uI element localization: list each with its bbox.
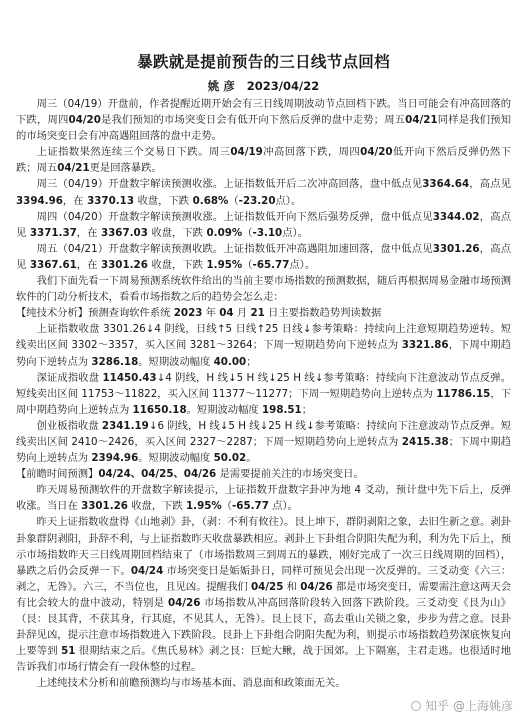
text-run: 创业板指收盘: [36, 419, 102, 432]
bold-run: 04/26: [167, 596, 201, 609]
publish-date: 2023/04/22: [246, 79, 320, 93]
paragraph: [16, 514, 511, 675]
bold-run: 2394.96: [91, 452, 139, 465]
bold-run: 3364.64: [422, 178, 470, 191]
text-run: ，下周中期趋势向下逆转点为: [16, 339, 511, 368]
text-run: 【前瞻时间预测】: [16, 468, 99, 481]
bold-run: 3370.13: [83, 194, 138, 207]
paragraph: [16, 144, 511, 176]
text-run: 上证指数果然连续三个交易日下跌。周三: [36, 146, 231, 159]
text-run: 月: [233, 307, 251, 320]
watermark-text: 知乎 @上海姚彦: [425, 699, 513, 713]
bold-run: 3344.02: [432, 210, 480, 223]
text-run: ；: [246, 355, 257, 368]
text-run: 更是回落暴跌。: [89, 162, 162, 175]
text-run: ，高点见: [16, 210, 511, 239]
bold-run: 04/21: [57, 162, 90, 175]
text-run: 。短期波动幅度: [138, 452, 214, 465]
text-run: 和: [283, 580, 301, 593]
bold-run: 40.00: [213, 355, 247, 368]
text-run: ；: [301, 403, 313, 416]
text-run: 冲高回落下跌，周四: [262, 146, 361, 159]
text-run: 昨天周易预测软件的开盘数字解读提示，上证指数开盘数字卦冲为地 4 爻动，预计盘中先下后上，反弹收涨。当日在: [16, 484, 511, 513]
text-run: 收盘，下跌: [127, 500, 186, 513]
text-run: 。短期波动幅度: [186, 403, 262, 416]
byline: [16, 78, 511, 94]
paragraph: [16, 96, 511, 144]
bold-run: 1.95%: [186, 500, 222, 513]
bold-run: 198.51: [261, 403, 302, 416]
text-run: 收盘，下跌: [151, 258, 203, 271]
text-run: 周五（04/21）开盘数字解读预测收跌。上证指数低开冲高遇阻加速回落，盘中低点见: [36, 242, 433, 255]
bold-run: 04/24: [130, 564, 164, 577]
text-run: ，在: [62, 194, 84, 207]
bold-run: 0.68%: [189, 194, 229, 207]
bold-run: 3286.18: [91, 355, 139, 368]
text-run: ↓6 阴线，H 线↓5 H 线↓25 H 线↓参考策略：持续向下注意波动节点反弹。短线卖出区间 2410～2426，买入区间 2327～2287；下周一短期趋势向上逆转点为: [16, 419, 511, 448]
bold-run: 11650.18: [132, 403, 187, 416]
text-run: 收盘，下跌: [151, 226, 203, 239]
text-run: 低开向下然后反弹仍然下跌；周五: [16, 146, 511, 175]
text-run: 。短期波动幅度: [138, 355, 214, 368]
text-run: 是需要提前关注的市场突变日。: [216, 468, 364, 481]
paragraph: [16, 241, 511, 273]
text-run: 点）。: [282, 226, 308, 239]
text-run: 。: [246, 452, 257, 465]
text-run: 是我们预知的市场突变日会有低开向下然后反弹的盘中走势；周五: [100, 114, 406, 127]
text-run: 昨天上证指数收盘得《山地剥》卦，（剥：不利有攸往）。艮上坤下，群阴剥阳之象，去旧生新之意。剥卦卦象群阴剥阳，卦辞不利，与上证指数昨天收盘暴跌相应。剥卦上下卦组合阴阳失配为利，利为先下后上，预示市场指数昨天三日线周期回档结束了（市场指数周三到周五的暴跌，刚好完成了一次三日线周期的回档），暴跌之后仍会反弹一下。: [16, 516, 511, 577]
text-run: 同样是我们预知的市场突变日会有冲高遇阻回落的盘中走势。: [16, 114, 512, 143]
paragraph: [16, 176, 511, 208]
text-run: ，高点见: [16, 242, 511, 271]
text-run: （: [242, 258, 253, 271]
paragraph: [16, 209, 511, 241]
bold-run: 3394.96: [16, 194, 63, 207]
text-run: 周三（04/19）开盘数字解读预测收涨。上证指数低开后二次冲高回落，盘中低点见: [36, 178, 423, 191]
bold-run: 50.02: [213, 452, 247, 465]
text-run: 点）。: [289, 258, 316, 271]
text-run: 年: [202, 307, 220, 320]
text-run: 我们下面先看一下周易预测系统软件给出的当前主要市场指数的预测数据，随后再根据周易金融市场预测软件的门动分析技术，看看市场指数之后的趋势会怎么走：: [16, 275, 511, 304]
bold-run: 3367.61: [26, 258, 77, 271]
bold-run: 3301.26: [97, 258, 152, 271]
text-run: 周三（04/19）开盘前，作者提醒近期开始会有三日线周期波动节点回档下跌。当日可能会有冲高回落的下跌，周四: [16, 98, 511, 127]
paragraph: [16, 418, 511, 466]
bold-run: 04/21: [405, 114, 438, 127]
bold-run: 2341.19: [101, 419, 149, 432]
text-run: 周四（04/20）开盘数字解读预测收涨。上证指数低开向下然后强势反弹，盘中低点见: [36, 210, 433, 223]
text-run: 上证指数收盘 3301.26↓4 阴线，日线↑5 日线↑25 日线↓参考策略：持续向上注意短期趋势逆转。短线卖出区间 3302～3357，买入区间 3281～3264；下周一短期趋势向下逆转点为: [16, 323, 511, 352]
text-run: 收盘，下跌: [137, 194, 190, 207]
bold-run: 3321.86: [401, 339, 449, 352]
text-run: 上述纯技术分析和前瞻预测均与市场基本面、消息面和政策面无关。: [36, 677, 346, 690]
text-run: 都是市场突变日，需要需注意这两天会有比会较大的盘中波动，特别是: [16, 580, 512, 609]
text-run: ，在: [76, 258, 98, 271]
text-run: 【纯技术分析】预测查询软件系统: [16, 307, 174, 320]
text-run: 市场指数从冲高回落阶段转入回落下跌阶段。三爻动变《艮为山》（艮：艮其背，不获其身，行其庭，不见其人，无咎）。艮上艮下，高去重山关锁之象，步步为营之意。艮卦卦辞见凶，提示注意市场指数进入下跌阶段。艮卦上下卦组合阴阳失配为利，则提示市场指数趋势深底恢复向上要等到: [16, 596, 511, 658]
text-run: 市场突变日是姤姤卦日，同样可预见会出现一次反弹的。三爻动变《六三：剥之，无咎》。六三，不当位也，且见凶。提醒我们: [16, 564, 511, 593]
text-run: 很期结束之后。《焦氏易林》剥之艮：巨蛇大鳅，战于国郊。上下隔塞，主君走逃。也很适时地告诉我们市场行情会有一段休整的过程。: [16, 645, 511, 674]
bold-run: 3301.26: [432, 242, 480, 255]
bold-run: 11450.43: [102, 371, 157, 384]
page-title: 暴跌就是提前预告的三日线节点回档: [137, 53, 390, 71]
bold-run: 21: [250, 307, 265, 320]
bold-run: 04/24、04/25、04/26: [98, 468, 217, 481]
paragraph: [16, 482, 511, 514]
bold-run: 2415.38: [401, 435, 449, 448]
bold-run: 3371.37: [26, 226, 77, 239]
bold-run: 04/20: [68, 114, 101, 127]
paragraph: [16, 370, 511, 418]
bold-run: 2023: [173, 307, 203, 320]
text-run: ；下周中期趋势向上逆转点为: [16, 435, 512, 465]
bold-run: 51: [61, 645, 76, 658]
bold-run: 0.09%: [202, 226, 243, 239]
paragraph: [16, 675, 511, 691]
bold-run: 11786.15: [436, 387, 491, 400]
article-body: [16, 96, 511, 691]
text-run: ，下周中期趋势向上逆转点为: [16, 387, 512, 416]
bold-run: 1.95%: [202, 258, 243, 271]
author-name: 姚 彦: [207, 79, 235, 93]
text-run: 深证成指收盘: [36, 371, 103, 384]
bold-run: 04/25: [250, 580, 284, 593]
bold-run: -65.77: [232, 500, 269, 513]
text-run: ，高点见: [469, 178, 511, 191]
bold-run: 04: [219, 307, 234, 320]
section-heading: [16, 466, 511, 482]
bold-run: 3367.03: [97, 226, 152, 239]
section-heading: [16, 305, 511, 321]
watermark: [411, 697, 513, 714]
text-run: （: [242, 226, 253, 239]
text-run: 日主要指数趋势判读数据: [264, 307, 382, 320]
watermark-icon: [411, 701, 421, 711]
text-run: 点）。: [275, 194, 302, 207]
bold-run: -65.77: [252, 258, 290, 271]
paragraph: [16, 273, 511, 305]
bold-run: 04/19: [230, 146, 263, 159]
text-run: （: [221, 500, 233, 513]
text-run: ↓4 阴线，H 线↓5 H 线↓25 H 线↓参考策略：持续向下注意波动节点反弹。短线卖出区间 11753～11822，买入区间 11377～11277；下周一短期趋势向上逆转点为: [16, 371, 511, 400]
bold-run: -23.20: [238, 194, 276, 207]
text-run: 点）。: [268, 500, 298, 513]
bold-run: 3301.26: [81, 500, 128, 513]
bold-run: -3.10: [252, 226, 283, 239]
text-run: ，在: [76, 226, 98, 239]
text-run: （: [228, 194, 239, 207]
bold-run: 04/26: [300, 580, 333, 593]
bold-run: 04/20: [360, 146, 393, 159]
paragraph: [16, 321, 511, 369]
